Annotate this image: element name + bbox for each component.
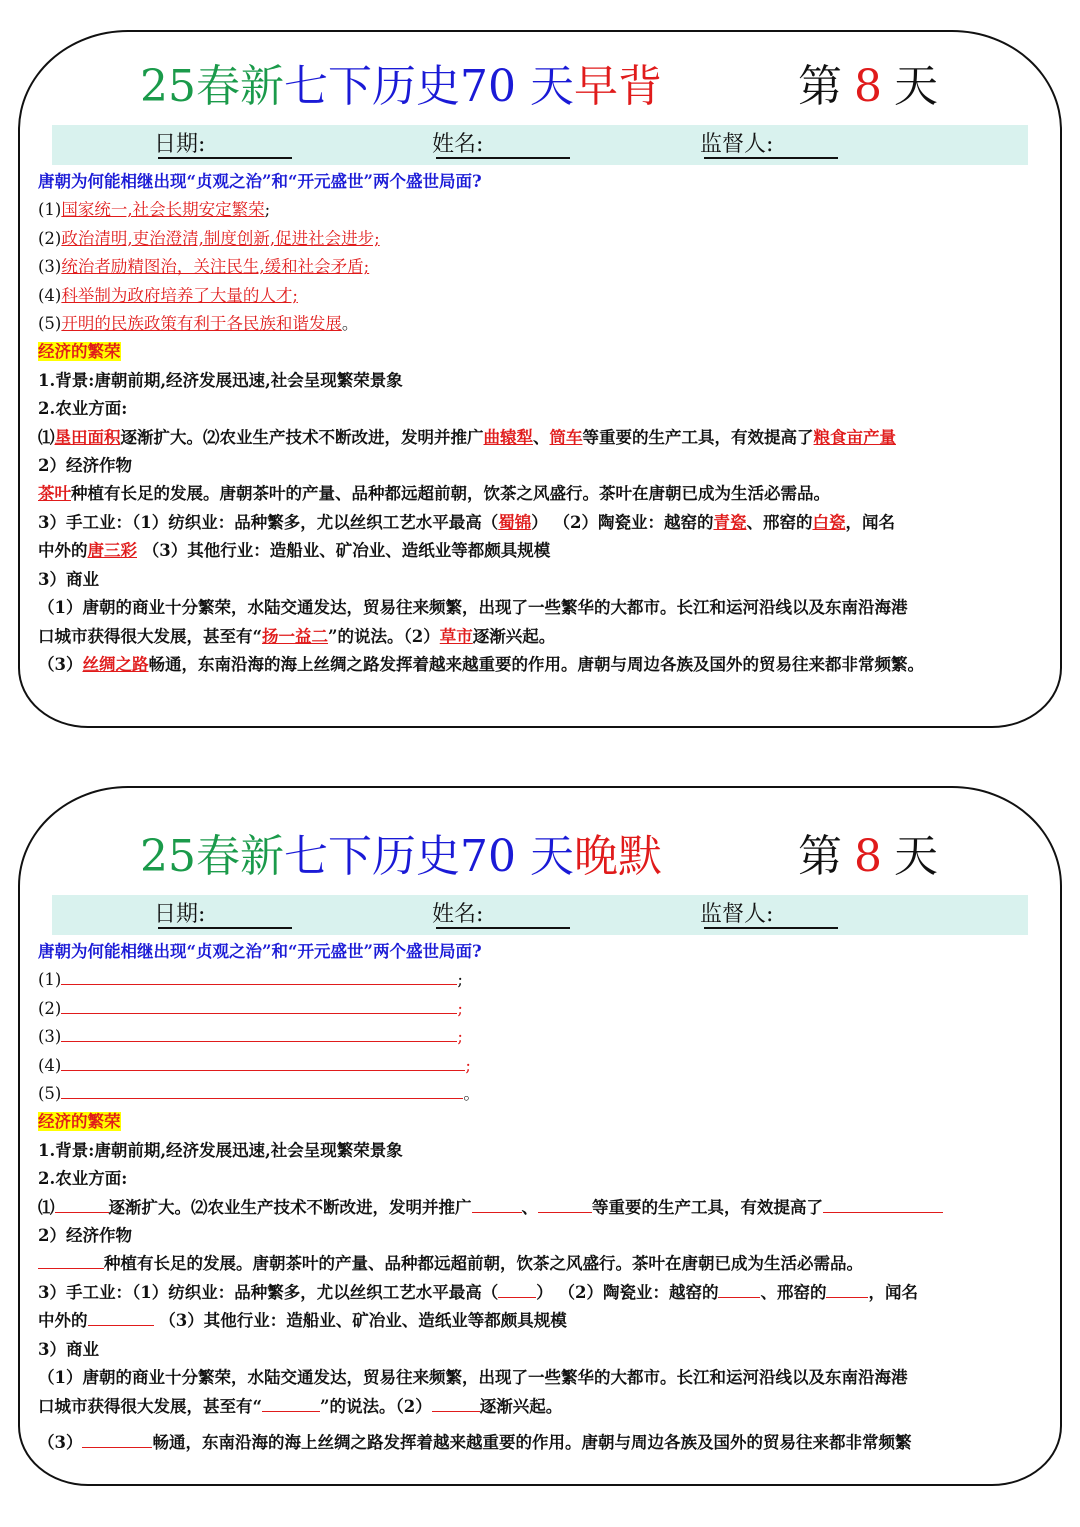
line-commerce-1: （1）唐朝的商业十分繁荣，水陆交通发达，贸易往来频繁，出现了一些繁华的大都市。长江和运河沿线以及东南沿海港: [38, 598, 908, 618]
line-background: 1.背景:唐朝前期,经济发展迅速,社会呈现繁荣景象: [38, 1140, 403, 1160]
answer-4: (4)科举制为政府培养了大量的人才;: [38, 285, 298, 305]
line-handicraft-2: 中外的唐三彩 （3）其他行业：造船业、矿冶业、造纸业等都颇具规模: [38, 541, 551, 561]
line-crops: 2）经济作物: [38, 1226, 132, 1246]
answer-3: (3)统治者励精图治，关注民生,缓和社会矛盾;: [38, 257, 370, 277]
line-commerce: 3）商业: [38, 569, 99, 589]
day-number: 8: [854, 61, 882, 112]
line-background: 1.背景:唐朝前期,经济发展迅速,社会呈现繁荣景象: [38, 370, 403, 390]
question: 唐朝为何能相继出现“贞观之治”和“开元盛世”两个盛世局面?: [38, 172, 482, 191]
title-part-red: 晚默: [573, 831, 662, 882]
answer-blank-4[interactable]: (4) ;: [38, 1052, 1048, 1080]
answer-blank-2[interactable]: (2) ;: [38, 995, 1048, 1023]
info-bar: [52, 895, 1028, 935]
title-part-blue: 七下历史70 天: [284, 831, 574, 882]
name-field[interactable]: 姓名:: [432, 895, 570, 935]
date-field[interactable]: 日期:: [154, 895, 292, 935]
supervisor-field[interactable]: 监督人:: [700, 125, 838, 165]
line-commerce-1: （1）唐朝的商业十分繁荣，水陆交通发达，贸易往来频繁，出现了一些繁华的大都市。长江和运河沿线以及东南沿海港: [38, 1368, 908, 1388]
line-silk-road: （3） 畅通，东南沿海的海上丝绸之路发挥着越来越重要的作用。唐朝与周边各族及国外的贸易往来都非常频繁: [38, 1429, 1048, 1457]
day-label: 第 8 天: [798, 831, 938, 882]
line-crops: 2）经济作物: [38, 456, 132, 476]
section-heading: 经济的繁荣: [38, 1112, 121, 1132]
line-commerce-2: 口城市获得很大发展，甚至有“ ”的说法。（2） 逐渐兴起。: [38, 1393, 1048, 1421]
line-handicraft: 3）手工业：（1）纺织业：品种繁多，尤以丝织工艺水平最高（ ） （2）陶瓷业：越窑的 、邢窑的 ，闻名: [38, 1279, 1048, 1307]
day-number: 8: [854, 831, 882, 882]
answer-1: (1)国家统一,社会长期安定繁荣;: [38, 200, 271, 220]
question: 唐朝为何能相继出现“贞观之治”和“开元盛世”两个盛世局面?: [38, 942, 482, 961]
title-part-green: 25春新: [140, 831, 284, 882]
name-field[interactable]: 姓名:: [432, 125, 570, 165]
line-agri-detail: ⑴垦田面积逐渐扩大。⑵农业生产技术不断改进，发明并推广曲辕犁、筒车等重要的生产工具，有效提高了粮食亩产量: [38, 427, 896, 447]
line-agriculture: 2.农业方面:: [38, 1169, 128, 1189]
line-handicraft: 3）手工业：（1）纺织业：品种繁多，尤以丝织工艺水平最高（蜀锦） （2）陶瓷业：越窑的青瓷、邢窑的白瓷，闻名: [38, 512, 895, 532]
morning-title: [140, 62, 662, 112]
answer-2: (2)政治清明,吏治澄清,制度创新,促进社会进步;: [38, 228, 380, 248]
evening-content: [38, 938, 1048, 1457]
line-commerce-2: 口城市获得很大发展，甚至有“扬一益二”的说法。（2）草市逐渐兴起。: [38, 626, 556, 646]
title-part-green: 25春新: [140, 61, 284, 112]
line-agriculture: 2.农业方面:: [38, 399, 128, 419]
evening-title: [140, 832, 662, 882]
date-field[interactable]: 日期:: [154, 125, 292, 165]
line-tea: 茶叶种植有长足的发展。唐朝茶叶的产量、品种都远超前朝，饮茶之风盛行。茶叶在唐朝已成为生活必需品。: [38, 484, 830, 504]
line-handicraft-2: 中外的 （3）其他行业：造船业、矿冶业、造纸业等都颇具规模: [38, 1307, 1048, 1335]
line-commerce: 3）商业: [38, 1339, 99, 1359]
answer-5: (5)开明的民族政策有利于各民族和谐发展。: [38, 314, 359, 334]
line-tea: 种植有长足的发展。唐朝茶叶的产量、品种都远超前朝，饮茶之风盛行。茶叶在唐朝已成为生活必需品。: [38, 1250, 1048, 1278]
answer-blank-5[interactable]: (5) 。: [38, 1080, 1048, 1108]
answer-blank-3[interactable]: (3) ;: [38, 1023, 1048, 1051]
line-silk-road: （3）丝绸之路畅通，东南沿海的海上丝绸之路发挥着越来越重要的作用。唐朝与周边各族及国外的贸易往来都非常频繁。: [38, 654, 924, 674]
line-agri-detail: ⑴ 逐渐扩大。⑵农业生产技术不断改进，发明并推广 、 等重要的生产工具，有效提高了: [38, 1194, 1048, 1222]
answer-blank-1[interactable]: (1) ;: [38, 966, 1048, 994]
day-label: 第 8 天: [798, 61, 938, 112]
info-bar: [52, 125, 1028, 165]
section-heading: 经济的繁荣: [38, 342, 121, 362]
supervisor-field[interactable]: 监督人:: [700, 895, 838, 935]
title-part-blue: 七下历史70 天: [284, 61, 574, 112]
morning-content: [38, 168, 1048, 679]
title-part-red: 早背: [573, 61, 662, 112]
